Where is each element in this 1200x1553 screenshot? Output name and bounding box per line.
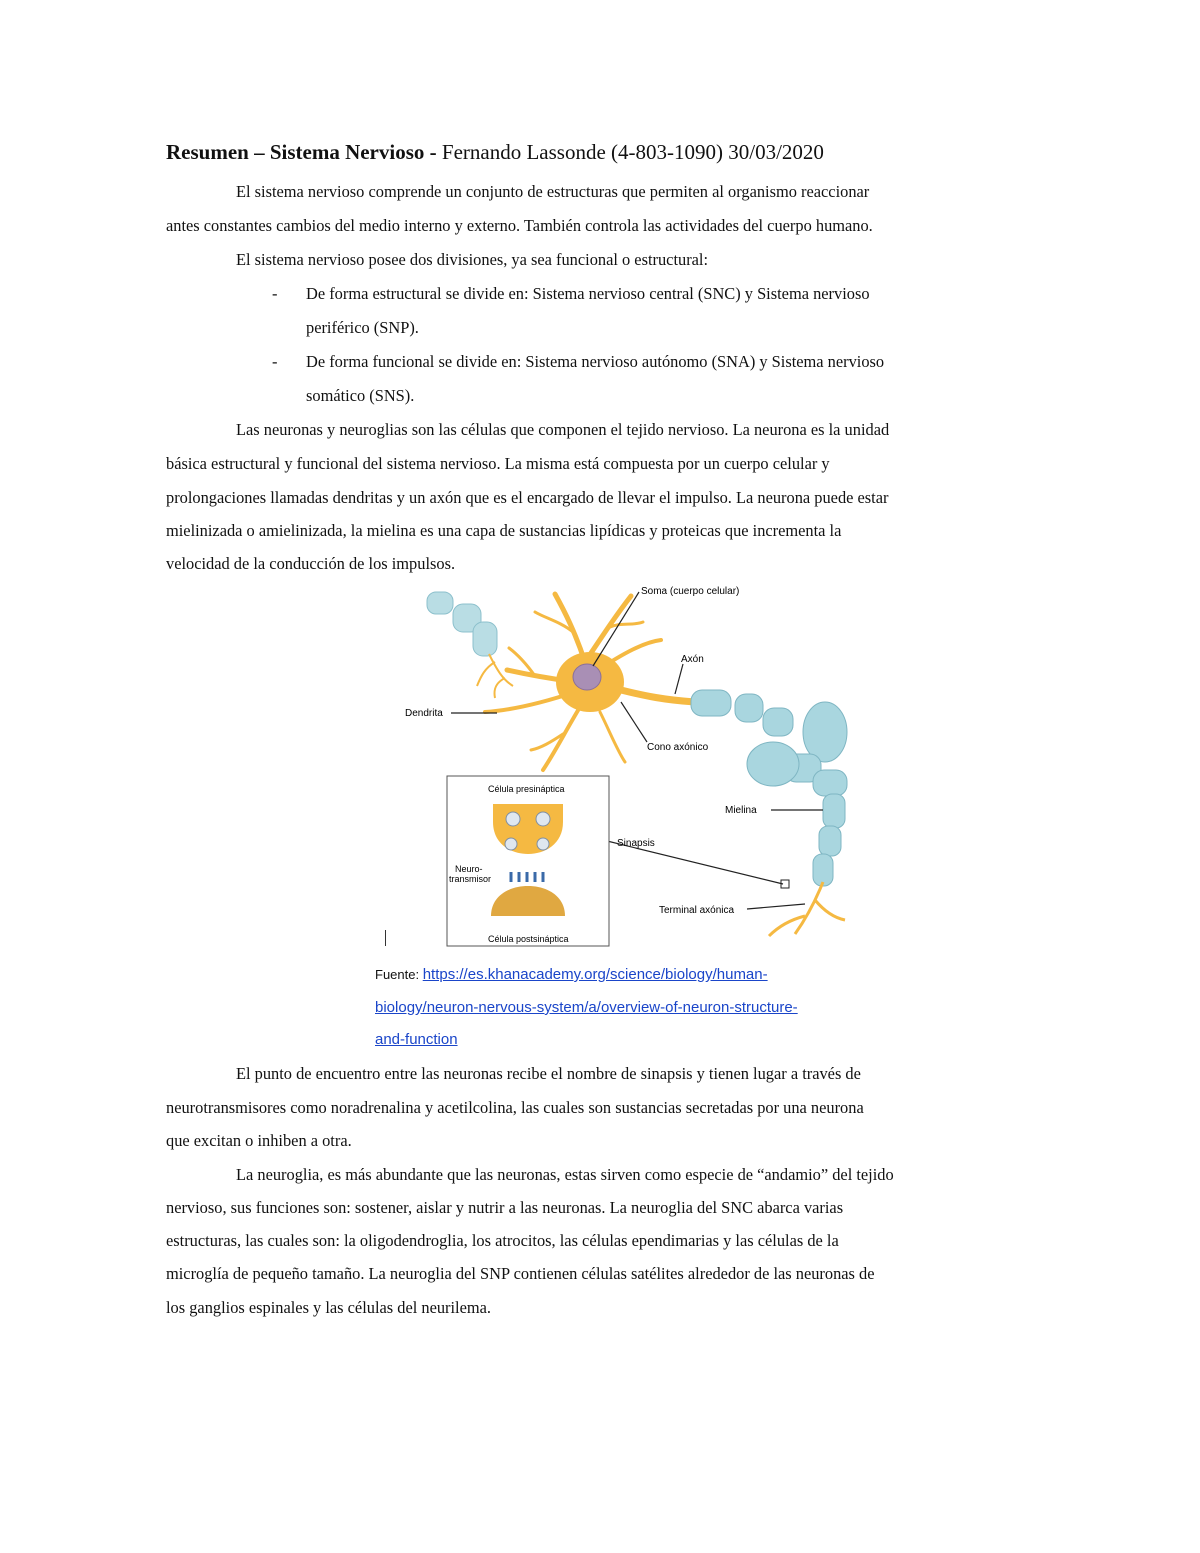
paragraph-line: velocidad de la conducción de los impulsos. [166, 554, 456, 573]
source-link-part-2[interactable]: biology/neuron-nervous-system/a/overview-of-neuron-structure- [375, 999, 798, 1016]
label-soma: Soma (cuerpo celular) [641, 586, 740, 597]
bullet-line: periférico (SNP). [306, 318, 419, 337]
axon [621, 690, 695, 702]
title-bold: Resumen – Sistema Nervioso - [166, 140, 442, 164]
left-myelin [427, 592, 513, 698]
paragraph-line: El sistema nervioso posee dos divisiones, ya sea funcional o estructural: [236, 250, 709, 269]
nucleus [573, 664, 601, 690]
paragraph-line: nervioso, sus funciones son: sostener, aislar y nutrir a las neuronas. La neuroglia del SNC abarca varias [166, 1198, 844, 1217]
paragraph-line: los ganglios espinales y las células del neurilema. [166, 1298, 491, 1317]
source-link-part-1[interactable]: https://es.khanacademy.org/science/biology/human- [422, 966, 768, 983]
label-postsinaptica: Célula postsináptica [488, 934, 569, 944]
paragraph-line: que excitan o inhiben a otra. [166, 1131, 352, 1150]
text-cursor [385, 930, 386, 946]
page-title [166, 140, 824, 165]
paragraph-line: mielinizada o amielinizada, la mielina es una capa de sustancias lipídicas y proteicas que incrementa la [166, 521, 842, 540]
bullet-line: De forma estructural se divide en: Sistema nervioso central (SNC) y Sistema nervioso [306, 284, 870, 303]
label-dendrita: Dendrita [405, 708, 443, 719]
label-mielina: Mielina [725, 805, 757, 816]
paragraph-line: El sistema nervioso comprende un conjunto de estructuras que permiten al organismo reaccionar [236, 182, 870, 201]
label-transmisor: transmisor [449, 874, 492, 884]
label-terminal: Terminal axónica [659, 905, 735, 916]
paragraph-line: microglía de pequeño tamaño. La neuroglia del SNP contienen células satélites alrededor de las neuronas de [166, 1264, 875, 1283]
source-label: Fuente: [375, 967, 423, 982]
neuron-diagram [385, 582, 895, 952]
paragraph-line: estructuras, las cuales son: la oligodendroglia, los atrocitos, las células ependimarias y las células de la [166, 1231, 839, 1250]
source-link-part-3[interactable]: and-function [375, 1031, 458, 1048]
label-sinapsis: Sinapsis [617, 838, 655, 849]
source-line [375, 965, 768, 985]
label-neuro: Neuro- [455, 864, 483, 874]
source-line [375, 1030, 458, 1050]
label-presinaptica: Célula presináptica [488, 784, 565, 794]
paragraph-line: neurotransmisores como noradrenalina y acetilcolina, las cuales son sustancias secretadas por una neurona [166, 1098, 864, 1117]
synapse-inset [447, 776, 609, 946]
source-line [375, 998, 798, 1018]
bullet-marker: - [272, 352, 278, 371]
label-axon: Axón [681, 654, 704, 665]
bullet-marker: - [272, 284, 278, 303]
bullet-line: somático (SNS). [306, 386, 415, 405]
paragraph-line: antes constantes cambios del medio interno y externo. También controla las actividades del cuerpo humano. [166, 216, 873, 235]
title-author-date: Fernando Lassonde (4-803-1090) 30/03/2020 [441, 140, 824, 164]
bullet-line: De forma funcional se divide en: Sistema nervioso autónomo (SNA) y Sistema nervioso [306, 352, 885, 371]
paragraph-line: La neuroglia, es más abundante que las neuronas, estas sirven como especie de “andamio” del tejido [236, 1165, 894, 1184]
label-cono: Cono axónico [647, 742, 709, 753]
paragraph-line: El punto de encuentro entre las neuronas recibe el nombre de sinapsis y tienen lugar a través de [236, 1064, 861, 1083]
myelin-sheath [691, 690, 847, 886]
paragraph-line: prolongaciones llamadas dendritas y un axón que es el encargado de llevar el impulso. La neurona puede estar [166, 488, 889, 507]
paragraph-line: básica estructural y funcional del sistema nervioso. La misma está compuesta por un cuerpo celular y [166, 454, 830, 473]
paragraph-line: Las neuronas y neuroglias son las células que componen el tejido nervioso. La neurona es la unidad [236, 420, 890, 439]
